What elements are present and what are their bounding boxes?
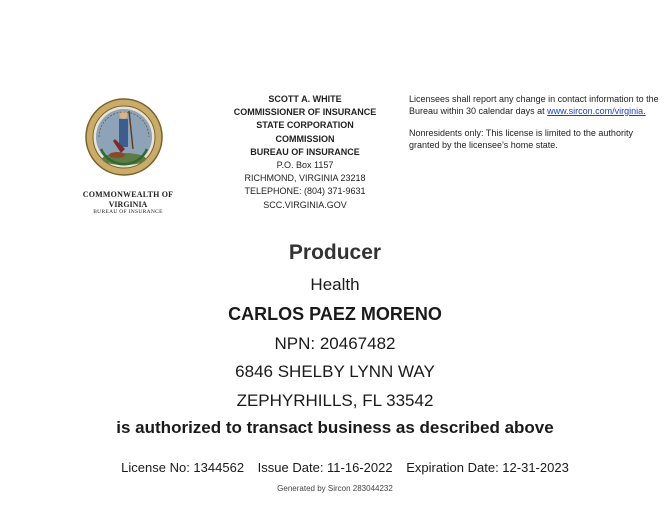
nonresident-notice: Nonresidents only: This license is limited to the authority granted by the licensee's home state. <box>409 128 633 150</box>
commissioner-title: COMMISSIONER OF INSURANCE <box>233 107 377 118</box>
seal-caption-line3: BUREAU OF INSURANCE <box>93 209 163 215</box>
po-box: P.O. Box 1157 <box>276 160 334 171</box>
notice-block <box>409 93 659 151</box>
seal-caption-line2: VIRGINIA <box>108 200 148 209</box>
license-details <box>0 460 670 475</box>
generated-by: Generated by Sircon 283044232 <box>277 484 393 493</box>
commissioner-block <box>220 93 390 212</box>
sircon-link[interactable]: www.sircon.com/virginia. <box>547 106 646 116</box>
npn-number: NPN: 20467482 <box>274 334 396 353</box>
line-of-authority: Health <box>310 275 360 294</box>
website: SCC.VIRGINIA.GOV <box>263 199 347 210</box>
city-state: RICHMOND, VIRGINIA 23218 <box>244 173 366 184</box>
virginia-seal-logo <box>85 97 163 179</box>
license-type: Producer <box>288 241 382 264</box>
authorization-statement: is authorized to transact business as described above <box>116 418 554 437</box>
notice-text: Licensees shall report any change in contact information to the Bureau within 30 calendar days at <box>409 94 659 116</box>
telephone: TELEPHONE: (804) 371-9631 <box>244 186 366 197</box>
issue-date: Issue Date: 11-16-2022 <box>257 460 393 475</box>
commissioner-name: SCOTT A. WHITE <box>268 94 342 104</box>
bureau-name: BUREAU OF INSURANCE <box>250 146 360 157</box>
org-line2: COMMISSION <box>275 133 335 144</box>
seal-caption-line1: COMMONWEALTH OF <box>82 190 174 199</box>
contact-change-notice <box>409 93 659 117</box>
licensee-name: CARLOS PAEZ MORENO <box>228 304 442 324</box>
org-line1: STATE CORPORATION <box>256 120 354 131</box>
address-line2: ZEPHYRHILLS, FL 33542 <box>236 391 434 410</box>
license-number: License No: 1344562 <box>121 460 245 475</box>
address-line1: 6846 SHELBY LYNN WAY <box>235 362 435 381</box>
expiration-date: Expiration Date: 12-31-2023 <box>406 460 569 475</box>
seal-caption <box>68 190 188 216</box>
